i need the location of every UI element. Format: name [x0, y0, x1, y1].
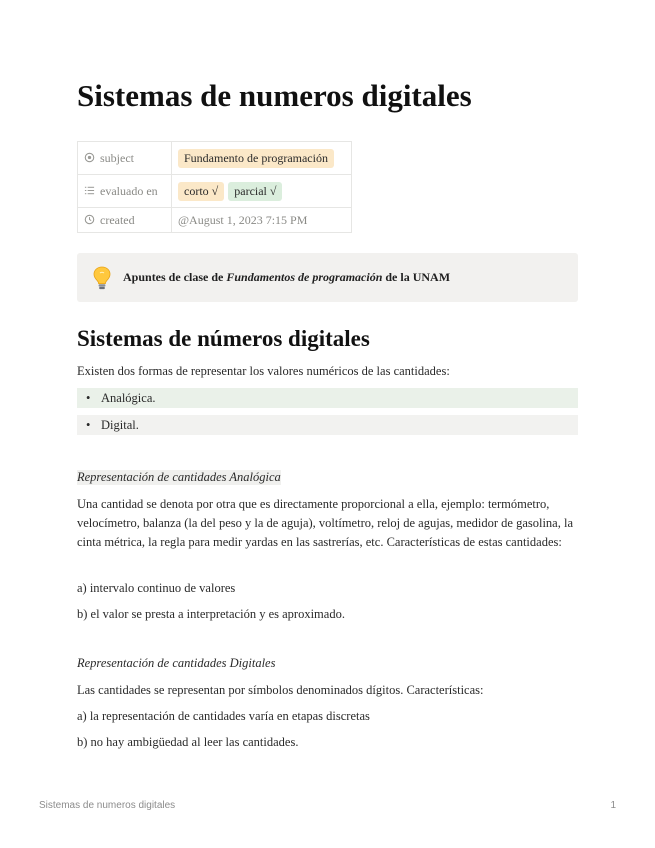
property-row-subject: [78, 142, 352, 175]
page-title: Sistemas de numeros digitales: [77, 78, 472, 113]
callout-suffix: de la UNAM: [382, 270, 451, 284]
property-key-label: created: [100, 212, 135, 227]
digital-paragraph: Las cantidades se representan por símbolos denominados dígitos. Características:: [77, 683, 484, 697]
created-date: @August 1, 2023 7:15 PM: [172, 208, 352, 233]
property-row-created: [78, 208, 352, 233]
property-key-label: evaluado en: [100, 183, 158, 198]
section-heading: Sistemas de números digitales: [77, 326, 370, 351]
property-value[interactable]: [172, 175, 352, 208]
callout: [77, 253, 578, 302]
footer-title: Sistemas de numeros digitales: [39, 800, 176, 811]
analog-point-a: a) intervalo continuo de valores: [77, 581, 236, 595]
callout-prefix: Apuntes de clase de: [123, 270, 227, 284]
property-key: [78, 175, 172, 208]
target-icon: [84, 152, 95, 163]
property-row-evaluado: [78, 175, 352, 208]
lightbulb-icon: [91, 265, 113, 291]
digital-subheading: Representación de cantidades Digitales: [77, 656, 276, 670]
callout-text: [123, 270, 450, 285]
intro-paragraph: Existen dos formas de representar los valores numéricos de las cantidades:: [77, 364, 450, 378]
analog-subheading: Representación de cantidades Analógica: [77, 470, 281, 484]
subject-tag[interactable]: Fundamento de programación: [178, 149, 334, 168]
list-item: • Analógica.: [77, 388, 578, 408]
corto-tag[interactable]: corto √: [178, 182, 224, 201]
property-key-label: subject: [100, 150, 134, 165]
parcial-tag[interactable]: parcial √: [228, 182, 282, 201]
analog-paragraph: Una cantidad se denota por otra que es directamente proporcional a ella, ejemplo: termómetro, velocímetro, balanza (la del peso y la de aguja), voltímetro, reloj de agujas, medidor de gasolina, la cinta métrica, la regla para medir yardas en las sastrerías, etc. Características de estas cantidades:: [77, 497, 574, 549]
property-key: [78, 142, 172, 175]
digital-point-a: a) la representación de cantidades varía en etapas discretas: [77, 709, 370, 723]
digital-point-b: b) no hay ambigüedad al leer las cantidades.: [77, 735, 299, 749]
list-item: • Digital.: [77, 415, 578, 435]
callout-emphasis: Fundamentos de programación: [226, 270, 383, 284]
page-number: 1: [610, 800, 616, 811]
clock-icon: [84, 214, 95, 225]
property-key: [78, 208, 172, 233]
property-value[interactable]: [172, 142, 352, 175]
analog-point-b: b) el valor se presta a interpretación y es aproximado.: [77, 607, 345, 621]
properties-table: [77, 141, 352, 233]
list-icon: [84, 185, 95, 196]
